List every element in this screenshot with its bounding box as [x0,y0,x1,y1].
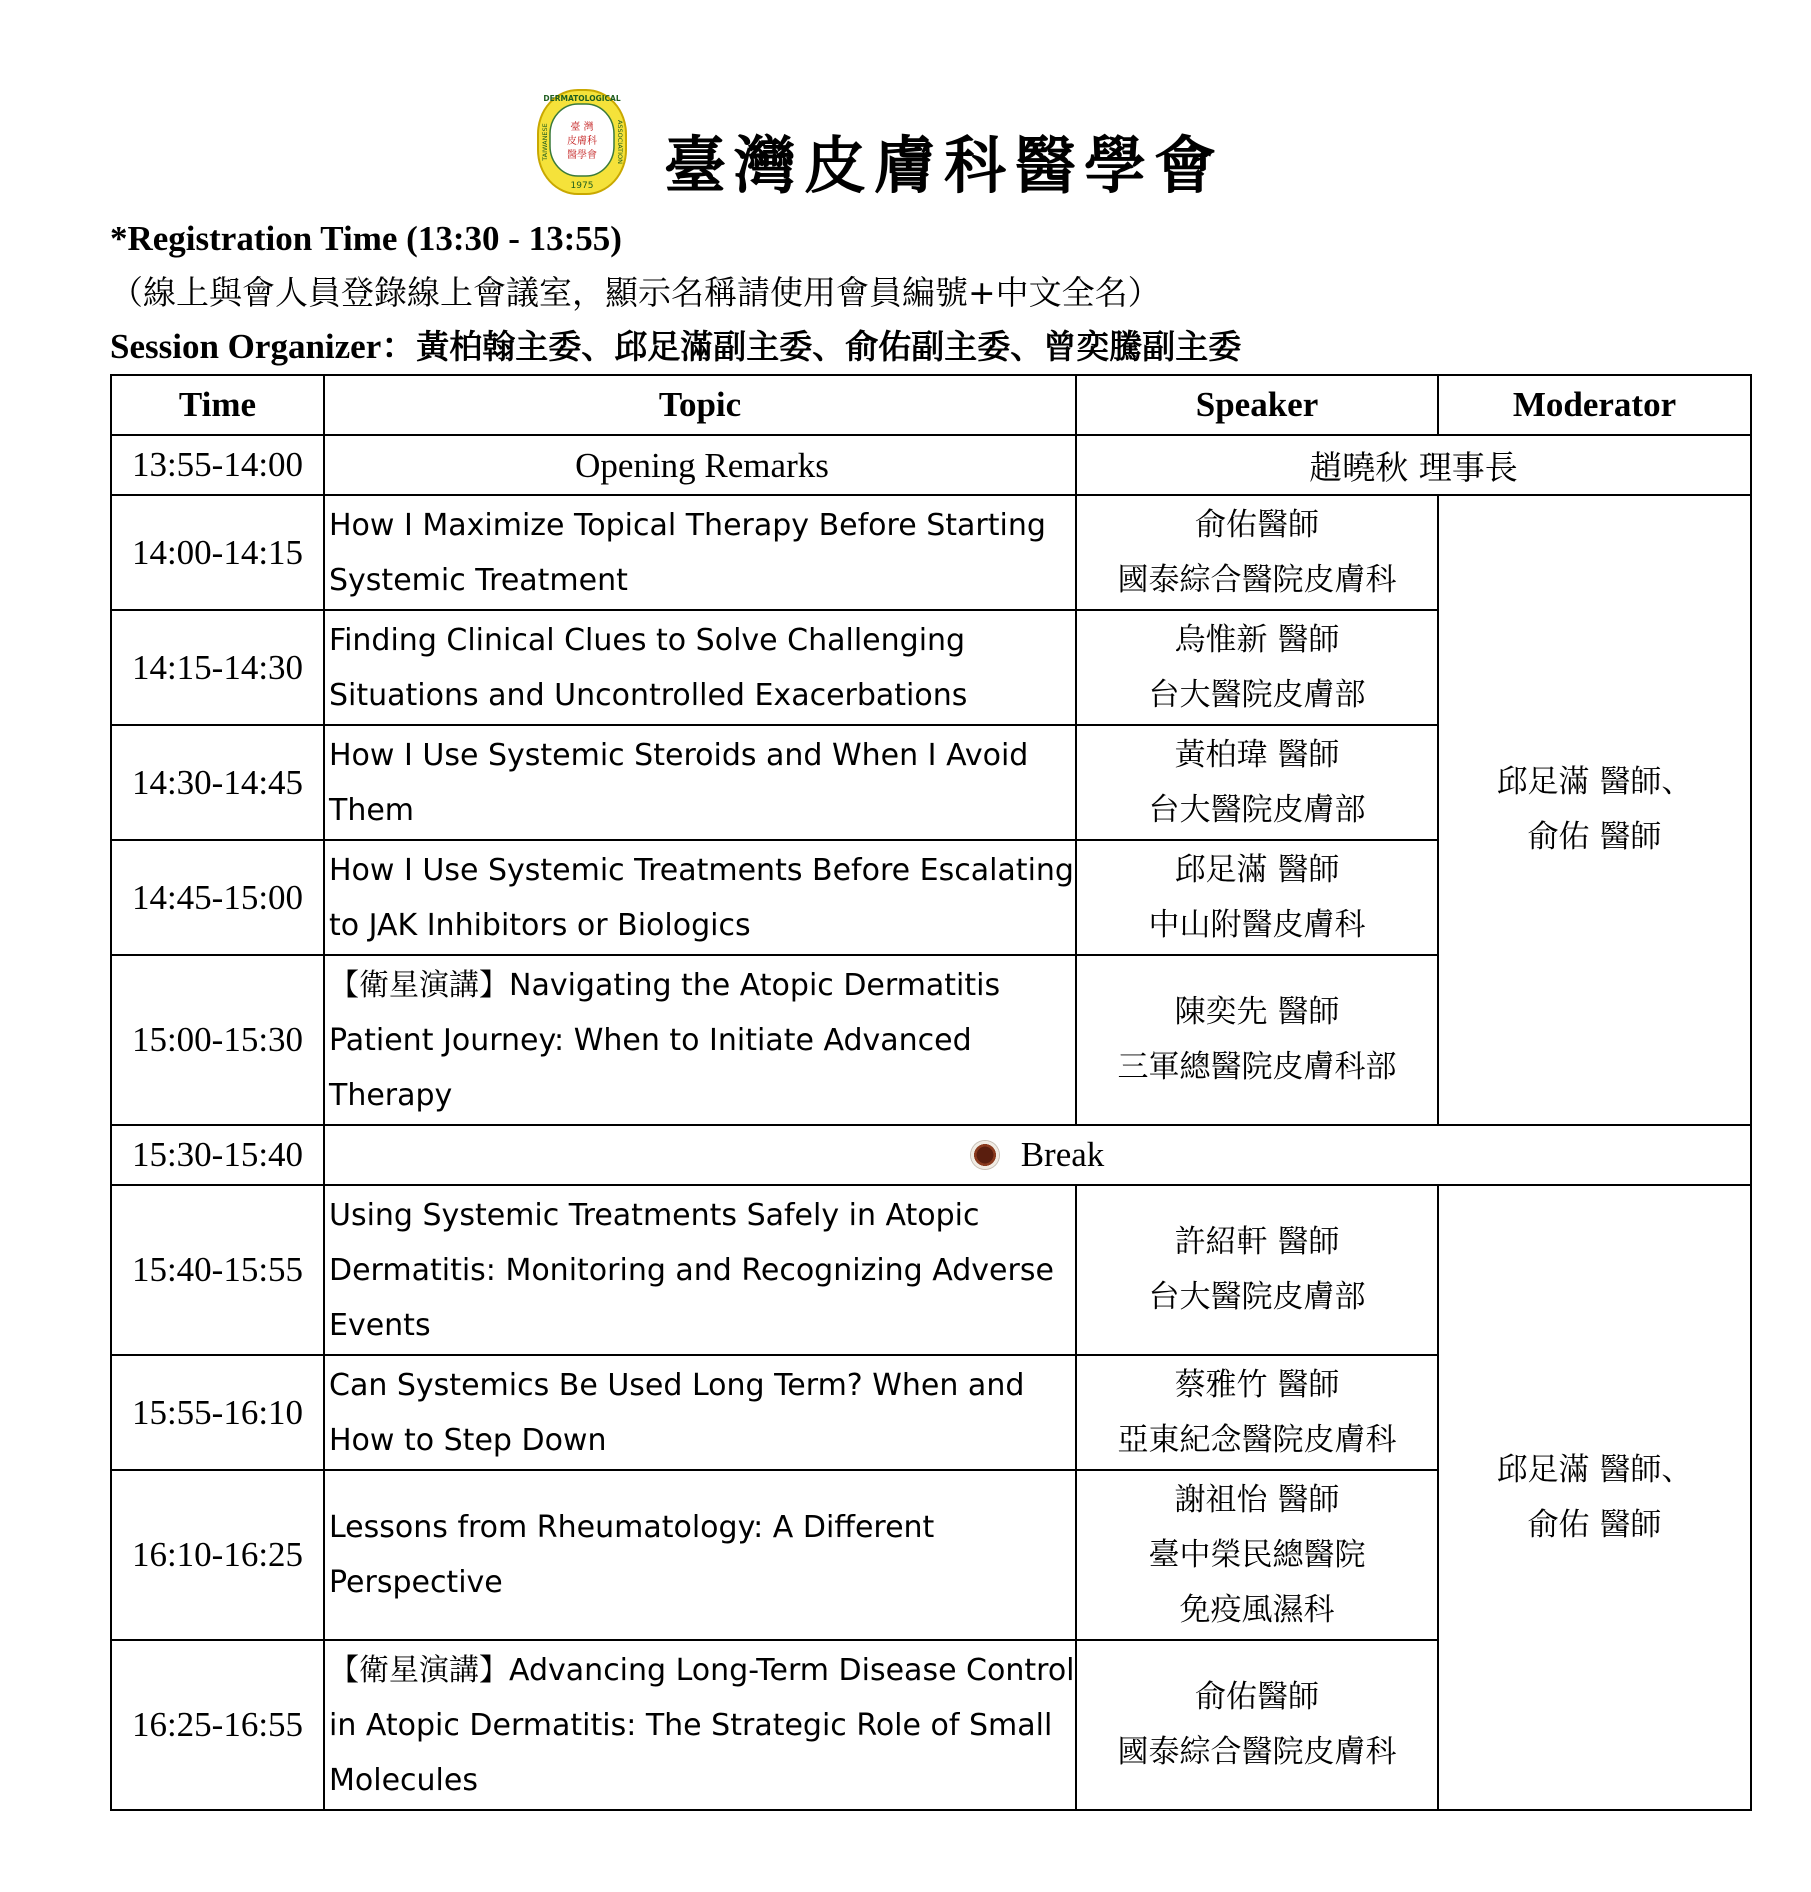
header [0,80,1811,200]
coffee-cup-icon [971,1141,999,1169]
speaker-affiliation: 亞東紀念醫院皮膚科 [1117,1421,1397,1458]
session-topic: How I Use Systemic Steroids and When I Avoid Them [324,725,1076,840]
schedule-table [110,374,1752,1811]
session-speaker [1076,1355,1438,1470]
moderator-cell-2 [1438,1185,1751,1810]
session-speaker [1076,610,1438,725]
topic-text: Advancing Long-Term Disease Control in Atopic Dermatitis: The Strategic Role of Small Molecules [329,1652,1075,1798]
session-time: 14:15-14:30 [111,610,324,725]
table-row [111,1185,1751,1355]
session-time: 14:45-15:00 [111,840,324,955]
logo-text-left: TAIWANESE [541,123,549,161]
registration-label: *Registration Time (13:30 - 13:55) [110,219,622,258]
session-topic [324,955,1076,1125]
moderator-cell-1 [1438,495,1751,1125]
session-speaker [1076,1185,1438,1355]
logo-text-right: ASSOCIATION [616,119,624,165]
session-time: 14:30-14:45 [111,725,324,840]
session-speaker [1076,1640,1438,1810]
speaker-name: 邱足滿 醫師 [1174,851,1340,888]
session-speaker [1076,725,1438,840]
session-topic [324,1640,1076,1810]
speaker-name: 烏惟新 醫師 [1174,621,1340,658]
association-title: 臺灣皮膚科醫學會 [664,129,1225,202]
moderator-line: 俞佑 醫師 [1527,819,1662,855]
speaker-name: 陳奕先 醫師 [1174,994,1340,1030]
session-time: 16:25-16:55 [111,1640,324,1810]
header-moderator: Moderator [1438,375,1751,435]
speaker-name: 許紹軒 醫師 [1174,1224,1340,1260]
satellite-prefix: 【衛星演講】 [329,967,509,1003]
speaker-name: 謝祖怡 醫師 [1174,1481,1340,1518]
association-logo [536,88,628,196]
session-time: 15:40-15:55 [111,1185,324,1355]
speaker-name: 黃柏瑋 醫師 [1174,736,1340,773]
moderator-line: 邱足滿 醫師、 [1496,1451,1693,1488]
speaker-name: 俞佑醫師 [1195,506,1319,543]
header-topic: Topic [324,375,1076,435]
speaker-name: 俞佑醫師 [1195,1679,1319,1715]
registration-note: （線上與會人員登錄線上會議室，顯示名稱請使用會員編號+中文全名） [110,273,1161,312]
speaker-affiliation: 中山附醫皮膚科 [1148,906,1366,943]
organizer-names: 黃柏翰主委、邱足滿副主委、俞佑副主委、曾奕騰副主委 [416,327,1242,366]
session-time: 15:55-16:10 [111,1355,324,1470]
speaker-affiliation: 國泰綜合醫院皮膚科 [1117,561,1397,598]
opening-topic: Opening Remarks [324,435,1076,495]
header-time: Time [111,375,324,435]
session-time: 16:10-16:25 [111,1470,324,1640]
speaker-affiliation: 國泰綜合醫院皮膚科 [1117,1734,1397,1770]
speaker-affiliation: 臺中榮民總醫院 [1148,1536,1366,1573]
organizer-label: Session Organizer： [110,327,417,366]
session-topic: Lessons from Rheumatology: A Different Perspective [324,1470,1076,1640]
session-time: 15:00-15:30 [111,955,324,1125]
session-topic: Can Systemics Be Used Long Term? When and How to Step Down [324,1355,1076,1470]
logo-center-line3: 醫學會 [567,150,597,161]
break-time: 15:30-15:40 [111,1125,324,1185]
table-header-row [111,375,1751,435]
session-speaker [1076,840,1438,955]
opening-speaker: 趙曉秋 理事長 [1076,435,1751,495]
session-speaker [1076,1470,1438,1640]
session-topic: How I Use Systemic Treatments Before Escalating to JAK Inhibitors or Biologics [324,840,1076,955]
session-topic: How I Maximize Topical Therapy Before Starting Systemic Treatment [324,495,1076,610]
break-cell [324,1125,1751,1185]
break-label: Break [1020,1135,1105,1174]
session-time: 14:00-14:15 [111,495,324,610]
speaker-affiliation: 三軍總醫院皮膚科部 [1117,1049,1397,1085]
logo-center-line1: 臺 灣 [570,122,594,133]
session-speaker [1076,955,1438,1125]
satellite-prefix: 【衛星演講】 [329,1652,509,1688]
speaker-affiliation: 台大醫院皮膚部 [1148,1279,1366,1315]
opening-time: 13:55-14:00 [111,435,324,495]
logo-text-top: DERMATOLOGICAL [543,94,621,103]
speaker-name: 蔡雅竹 醫師 [1174,1366,1340,1403]
logo-year: 1975 [570,181,594,191]
registration-line [110,212,1670,320]
speaker-department: 免疫風濕科 [1179,1591,1335,1628]
moderator-line: 俞佑 醫師 [1527,1506,1662,1543]
opening-row [111,435,1751,495]
break-row [111,1125,1751,1185]
moderator-line: 邱足滿 醫師、 [1496,764,1693,800]
topic-text: Navigating the Atopic Dermatitis Patient Journey: When to Initiate Advanced Therapy [329,967,1001,1113]
session-topic: Finding Clinical Clues to Solve Challenging Situations and Uncontrolled Exacerbations [324,610,1076,725]
session-organizer [110,320,1241,374]
speaker-affiliation: 台大醫院皮膚部 [1148,791,1366,828]
speaker-affiliation: 台大醫院皮膚部 [1148,676,1366,713]
session-topic: Using Systemic Treatments Safely in Atopic Dermatitis: Monitoring and Recognizing Adverse Events [324,1185,1076,1355]
session-speaker [1076,495,1438,610]
table-row [111,495,1751,610]
logo-center-line2: 皮膚科 [567,136,597,147]
header-speaker: Speaker [1076,375,1438,435]
